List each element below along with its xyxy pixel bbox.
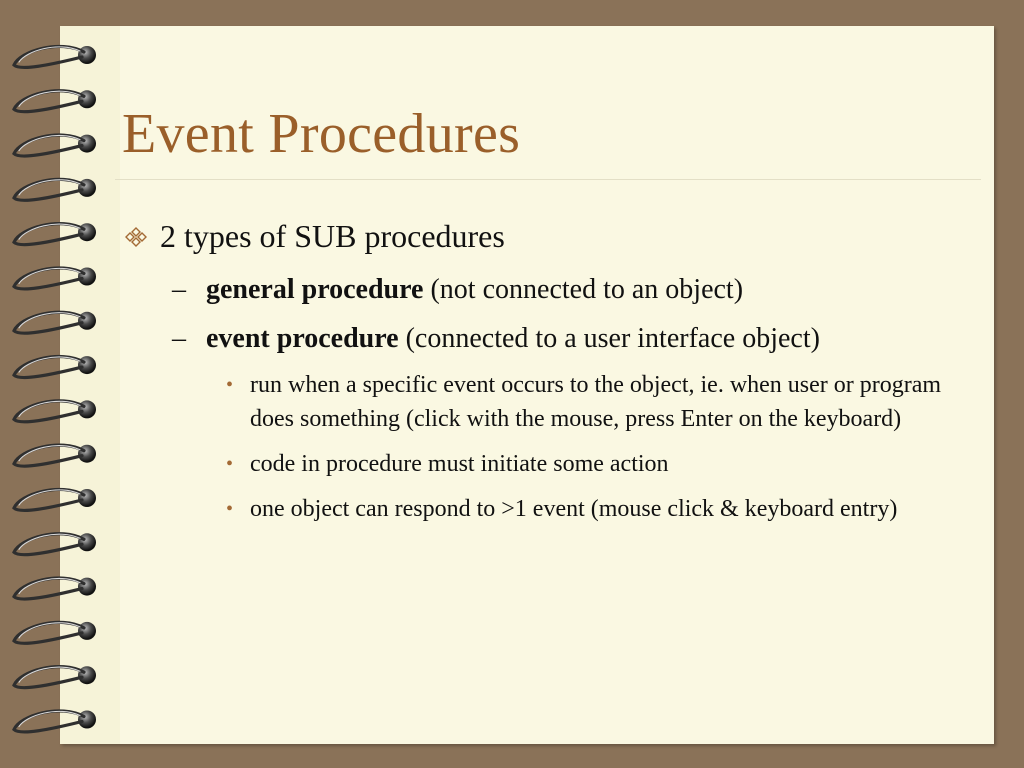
bullet-level3-item	[124, 368, 970, 436]
spiral-ring	[14, 533, 96, 554]
spiral-ring	[14, 312, 96, 333]
title-divider	[115, 179, 981, 180]
spiral-ring	[14, 268, 96, 289]
spiral-ring	[14, 135, 96, 156]
dot-marker: •	[226, 374, 234, 396]
spiral-ring	[14, 711, 96, 732]
spiral-ring	[14, 90, 96, 111]
spiral-ring	[14, 400, 96, 421]
spiral-ring	[14, 223, 96, 244]
four-diamond-bullet-icon	[124, 214, 148, 258]
bullet-level2-general	[124, 272, 974, 308]
spiral-ring	[14, 666, 96, 687]
bullet-level3-text: one object can respond to >1 event (mouse click & keyboard entry)	[250, 496, 898, 522]
spiral-ring	[14, 578, 96, 599]
term-general-description: (not connected to an object)	[423, 274, 744, 305]
spiral-ring	[14, 356, 96, 377]
bullet-level1	[124, 214, 974, 258]
bullet-level3-item	[124, 447, 970, 481]
bullet-level3-text: code in procedure must initiate some action	[250, 451, 669, 477]
spiral-binding-icon	[0, 0, 120, 768]
slide-body	[124, 214, 974, 526]
dot-marker: •	[226, 453, 234, 475]
spiral-ring	[14, 179, 96, 200]
spiral-ring	[14, 445, 96, 466]
dot-marker: •	[226, 498, 234, 520]
bullet-level3-item	[124, 492, 970, 526]
slide-title: Event Procedures	[122, 103, 521, 165]
bullet-level3-text: run when a specific event occurs to the object, ie. when user or program does something (click with the mouse, press Enter on the keyboard)	[250, 372, 942, 432]
bullet-level2-event	[124, 321, 974, 357]
term-general-procedure: general procedure	[206, 274, 424, 305]
spiral-ring	[14, 46, 96, 67]
spiral-ring	[14, 622, 96, 643]
dash-marker: –	[172, 323, 186, 354]
dash-marker: –	[172, 274, 186, 305]
bullet-level1-text: 2 types of SUB procedures	[160, 218, 505, 254]
spiral-ring	[14, 489, 96, 510]
term-event-procedure: event procedure	[206, 323, 399, 354]
term-event-description: (connected to a user interface object)	[398, 323, 820, 354]
